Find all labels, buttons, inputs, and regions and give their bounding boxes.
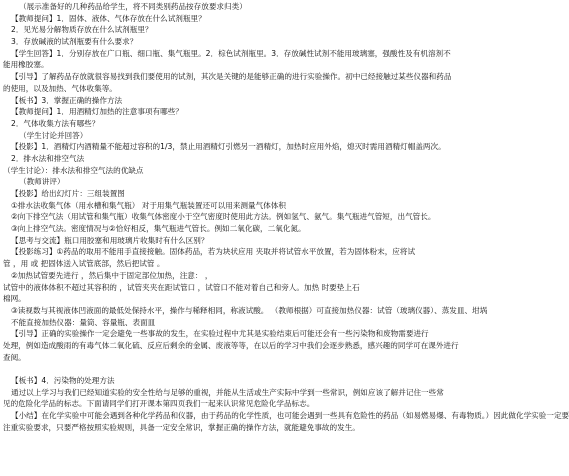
text-line: 管 ，用 或 把固体送入试管底部，然后把试管 。 xyxy=(3,259,165,269)
text-line: 3．存放碱液的试剂瓶要有什么要求？ xyxy=(11,37,138,47)
text-line: （教师讲评） xyxy=(19,177,65,187)
text-line: ①排水法收集气体（用水槽和集气瓶） 对于用集气瓶装置还可以用来测量气体体积 xyxy=(11,200,286,210)
text-line: 【投影】给出幻灯片：三组装置图 xyxy=(11,189,125,198)
text-line: 通过以上学习与我们已经知道实验的安全性给与足够的重视，并能从生活或生产实际中学到一些常识，例如应该了解并记住一些常 xyxy=(11,387,444,397)
text-line: （学生讨论）：排水法和排空气法的优缺点 xyxy=(3,165,144,175)
text-line: 2．气体收集方法有哪些？ xyxy=(11,118,100,128)
text-line: ③向上排空气法。密度情况与②恰好相反，集气瓶进气管长。例如二氧化碳，二氧化氮。 xyxy=(11,224,306,234)
text-line: 处理，例如造成酸雨的有毒气体二氧化硫、反应后剩余的金属、废液等等，在以后的学习中我们会逐步熟悉，感兴趣的同学可在课外进行 xyxy=(3,340,459,350)
text-line: 【投影练习】①药品的取用不能用手直接接触。固体药品，若为块状应用 夹取并将试管水平放置，若为固体粉末，应将试 xyxy=(11,247,416,257)
text-line xyxy=(3,363,507,375)
text-line: 【学生回答】1．分别存放在广口瓶、细口瓶、集气瓶里。2．棕色试剂瓶里。3．存放碱性试剂不能用玻璃塞，强酸性及有机溶剂不 xyxy=(11,48,451,58)
text-line: 试管中的液体体积不超过其容积的 ，试管夹夹在距试管口 ，试管口不能对着自己和旁人。加热 时要垫上石 xyxy=(3,282,360,292)
text-line: 注重实验要求，只要严格按照实验规则，具备一定安全常识，掌握正确的操作方法，就能避免事故的发生。 xyxy=(3,422,360,432)
text-line: 【思考与交流】瓶口用胶塞和用玻璃片收集时有什么区别？ xyxy=(11,235,209,245)
text-line: 不能直接加热仪器：量筒、容量瓶、表面皿 xyxy=(11,317,156,327)
text-line: ②向下排空气法（用试管和集气瓶）收集气体密度小于空气密度时使用此方法。例如氢气、氨气。集气瓶进气管短，出气管长。 xyxy=(11,212,436,222)
text-line: 查阅。 xyxy=(3,352,26,362)
text-line: 【小结】在化学实验中可能会遇到各种化学药品和仪器，由于药品的化学性质，也可能会遇到一些具有危险性的药品（如易燃易爆、有毒物质。）因此做化学实验一定要 xyxy=(11,411,569,421)
text-line: 【引导】正确的实验操作一定会避免一些事故的发生，在实验过程中尤其是实验结束后可能还会有一些污染物和废物需要进行 xyxy=(11,329,429,339)
text-line: 能用橡胶塞。 xyxy=(3,60,49,70)
text-line: 【教师提问】1．用酒精灯加热的注意事项有哪些？ xyxy=(11,107,183,117)
text-line: 2．排水法和排空气法 xyxy=(11,153,85,163)
text-line: 2．见光易分解物质存放在什么试剂瓶里？ xyxy=(11,25,153,35)
text-line: ③读视数与其视液体凹液面的最低处保持水平，操作与稀释相同，称液试酸。 （教师根据）可直接加热仪器：试管（玻璃仪器）、蒸发皿、坩埚 xyxy=(11,305,488,315)
text-line: ②加热试管要先进行 ，然后集中于固定部位加热，注意： ， xyxy=(11,270,213,280)
text-line: 的使用，以及加热、气体收集等。 xyxy=(3,83,117,93)
text-line: 见的危险化学品的标志。下面请同学们打开课本第四页我们一起来认识常见危险化学品标志。 xyxy=(3,399,315,409)
text-line: 【板书】3．掌握正确的操作方法 xyxy=(11,95,123,105)
text-line: 棉网。 xyxy=(3,294,26,304)
text-line: 【投影】1．酒精灯内酒精量不能超过容积的1/3，禁止用酒精灯引燃另一酒精灯，加热时应用外焰，熄灭时需用酒精灯帽盖两次。 xyxy=(11,142,446,152)
text-line: （学生讨论并回答） xyxy=(19,130,88,140)
text-line: 【教师提问】1．固体、液体、气体存放在什么试剂瓶里？ xyxy=(11,13,206,23)
text-line: （展示准备好的几种药品给学生，将不同类别药品按存放要求归类） xyxy=(19,2,247,11)
text-line: 【引导】了解药品存放就很容易找到我们要使用的试剂，其次是关键的是能够正确的进行实验操作。初中已经接触过某些仪器和药品 xyxy=(11,72,452,82)
text-line: 【板书】4．污染物的处理方法 xyxy=(11,376,115,385)
